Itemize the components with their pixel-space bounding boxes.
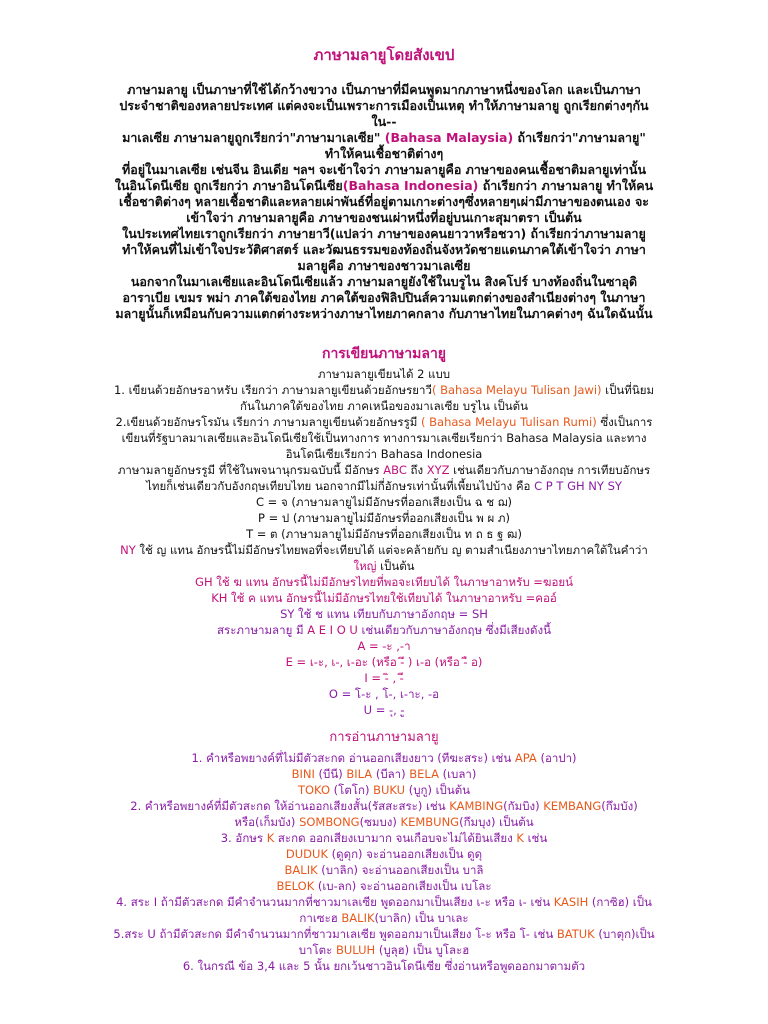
reading-paragraph [110, 958, 658, 974]
reading-section [110, 750, 658, 974]
reading-paragraph [110, 926, 658, 958]
writing-paragraph [110, 462, 658, 494]
writing-text-run: I = -ิ , -ี [364, 671, 404, 685]
intro-paragraph [110, 162, 658, 178]
writing-text-run: SY ใช้ ช แทน เทียบกับภาษาอังกฤษ = SH [280, 607, 488, 621]
reading-text-run: K [266, 831, 275, 845]
writing-text-run: C = จ (ภาษามลายูไม่มีอักษรที่ออกเสียงเป็น ฉ ช ฌ) [256, 495, 512, 509]
reading-text-run: (บูกู) เป็นต้น [405, 783, 471, 797]
writing-text-run: A = -ะ ,-า [357, 639, 411, 653]
reading-paragraph [110, 894, 658, 926]
reading-text-run: BINI [291, 767, 315, 781]
writing-text-run: A E I O U [307, 623, 358, 637]
writing-text-run: 1. เขียนด้วยอักษรอาหรับ เรียกว่า ภาษามลายูเขียนด้วยอักษรยาวี [113, 383, 432, 397]
reading-text-run: BELA [409, 767, 439, 781]
reading-text-run: (กาซิฮ) เป็น กาเซะฮ [299, 895, 652, 925]
intro-text-run: ที่อยู่ในมาเลเซีย เช่นจีน อินเดีย ฯลฯ จะเข้าใจว่า ภาษามลายูคือ ภาษาของคนเชื้อชาติมลายูเท่านั้น [121, 162, 647, 177]
reading-text-run: DUDUK [285, 847, 328, 861]
writing-paragraph [110, 654, 658, 670]
reading-text-run: (เบลา) [438, 767, 477, 781]
writing-text-run: ใหญ่ [353, 559, 377, 573]
writing-paragraph [110, 606, 658, 622]
intro-text-run: ถ้าเรียกว่า ภาษามลายู ทำให้คนเชื้อชาติต่างๆ หลายเชื้อชาติและหลายเผ่าพันธ์ที่อยู่ตามเกาะต่างๆซึ่งหลายๆเผ่ามีภาษาของตนเอง จะเข้าใจว่า ภาษามลายูคือ ภาษาของชนเผ่าหนึ่งที่อยู่บนเกาะสุมาตรา เป็นต้น [118, 178, 654, 225]
writing-text-run: เช่นเดียวกับภาษาอังกฤษ ซึ่งมีเสียงดังนี้ [357, 623, 551, 637]
reading-text-run: 3. อักษร [220, 831, 267, 845]
intro-text-run: ในอินโดนีเซีย ถูกเรียกว่า ภาษาอินโดนีเซีย [114, 178, 343, 193]
reading-text-run: TOKO [297, 783, 331, 797]
reading-text-run: (ซมบง) [359, 815, 401, 829]
writing-paragraph [110, 670, 658, 686]
intro-text-run: นอกจากในมาเลเซียและอินโดนีเซียแล้ว ภาษามลายูยังใช้ในบรูไน สิงคโปร์ บางท้องถิ่นในซาอุดิอาราเบีย เขมร พม่า ภาคใต้ของไทย ภาคใต้ของฟิลิปปินส์ความแตกต่างของสำเนียงต่างๆ ในภาษามลายูนั้นก็เหมือนกับความแตกต่างระหว่างภาษาไทยภาคกลาง กับภาษาไทยในภาคต่างๆ ฉันใดฉันนั้น [115, 274, 653, 321]
writing-paragraph [110, 622, 658, 638]
writing-text-run: O = โ-ะ , โ-, เ-าะ, -อ [328, 687, 440, 701]
reading-paragraph [110, 846, 658, 862]
reading-paragraph [110, 862, 658, 878]
writing-text-run: ( Bahasa Melayu Tulisan Rumi) [421, 415, 597, 429]
writing-heading: การเขียนภาษามลายู [321, 346, 447, 362]
writing-paragraph [110, 574, 658, 590]
reading-text-run: KEMBANG [543, 799, 602, 813]
writing-paragraph [110, 638, 658, 654]
reading-text-run: (โตโก) [330, 783, 374, 797]
reading-text-run: KASIH [553, 895, 589, 909]
writing-text-run: GH ใช้ ฆ แทน อักษรนี้ไม่มีอักษรไทยที่พอจะเทียบได้ ในภาษาอาหรับ =ฆอยน์ [195, 575, 573, 589]
intro-text-run: (Bahasa Indonesia) [342, 178, 479, 193]
writing-text-run: XYZ [426, 463, 450, 477]
reading-text-run: เช่น [523, 831, 548, 845]
writing-paragraph [110, 542, 658, 574]
intro-text-run: (Bahasa Malaysia) [384, 130, 514, 145]
reading-text-run: (บาตุก)เป็น บาโตะ [298, 927, 655, 957]
reading-text-run: (บีนี) [314, 767, 347, 781]
intro-text-run: ภาษามลายู เป็นภาษาที่ใช้ได้กว้างขวาง เป็นภาษาที่มีคนพูดมากภาษาหนึ่งของโลก และเป็นภาษาประจำชาติของหลายประเทศ แต่คงจะเป็นเพราะการเมืองเป็นเหตุ ทำให้ภาษามลายู ถูกเรียกต่างๆกันใน-- [119, 82, 649, 129]
reading-text-run: (กึมบัง) หรือ(เก็มบัง) [234, 799, 638, 829]
document-title: ภาษามลายูโดยสังเขป [313, 46, 455, 64]
reading-text-run: BATUK [556, 927, 595, 941]
writing-section [110, 366, 658, 718]
writing-text-run: NY [120, 543, 136, 557]
reading-text-run: SOMBONG [299, 815, 360, 829]
writing-paragraph [110, 590, 658, 606]
writing-text-run: เป็นต้น [376, 559, 415, 573]
reading-text-run: (บูลุฮ) เป็น บูโละฮ [375, 943, 470, 957]
reading-text-run: สะกด ออกเสียงเบามาก จนเกือบจะไม่ได้ยินเสียง [274, 831, 517, 845]
reading-text-run: (ดูดุก) จะอ่านออกเสียงเป็น ดูดุ [328, 847, 483, 861]
writing-paragraph [110, 510, 658, 526]
intro-paragraph [110, 274, 658, 322]
reading-paragraph [110, 750, 658, 766]
writing-text-run: U = -ุ, -ู [363, 703, 405, 717]
writing-text-run: 2.เขียนด้วยอักษรโรมัน เรียกว่า ภาษามลายูเขียนด้วยอักษรรูมี [115, 415, 422, 429]
writing-text-run: ภาษามลายูอักษรรูมี ที่ใช้ในพจนานุกรมฉบับนี้ มีอักษร [117, 463, 384, 477]
reading-paragraph [110, 878, 658, 894]
reading-text-run: BELOK [276, 879, 315, 893]
reading-paragraph [110, 830, 658, 846]
reading-text-run: (บีลา) [372, 767, 410, 781]
reading-text-run: 5.สระ U ถ้ามีตัวสะกด มีคำจำนวนมากที่ชาวมาเลเซีย พูดออกมาเป็นเสียง โ-ะ หรือ โ- เช่น [113, 927, 557, 941]
reading-text-run: 4. สระ I ถ้ามีตัวสะกด มีคำจำนวนมากที่ชาวมาเลเซีย พูดออกมาเป็นเสียง เ-ะ หรือ เ- เช่น [116, 895, 554, 909]
reading-text-run: (บาลิก) เป็น บาเละ [374, 911, 469, 925]
reading-text-run: (กัมบิง) [503, 799, 544, 813]
writing-paragraph [110, 526, 658, 542]
intro-section [110, 82, 658, 322]
intro-paragraph [110, 82, 658, 130]
reading-text-run: BILA [346, 767, 373, 781]
reading-text-run: BUKU [373, 783, 406, 797]
writing-paragraph [110, 494, 658, 510]
writing-text-run: P = ป (ภาษามลายูไม่มีอักษรที่ออกเสียงเป็น พ ผ ภ) [258, 511, 510, 525]
reading-text-run: (อาปา) [536, 751, 577, 765]
writing-text-run: ภาษามลายูเขียนได้ 2 แบบ [317, 367, 451, 381]
reading-heading: การอ่านภาษามลายู [329, 730, 439, 745]
intro-text-run: ในประเทศไทยเราถูกเรียกว่า ภาษายาวี(แปลว่า ภาษาของคนยาวาหรือชวา) ถ้าเรียกว่าภาษามลายู ทำให้คนที่ไม่เข้าใจประวัติศาสตร์ และวัฒนธรรมของท้องถิ่นจังหวัดชายแดนภาคใต้เข้าใจว่า ภาษามลายูคือ ภาษาของชาวมาเลเซีย [122, 226, 646, 273]
writing-text-run: ถึง [406, 463, 427, 477]
writing-text-run: E = เ-ะ, เ-, เ-อะ (หรือ -ึ ) เ-อ (หรือ -ื อ) [285, 655, 483, 669]
reading-paragraph [110, 782, 658, 798]
writing-text-run: ใช้ ญ แทน อักษรนี้ไม่มีอักษรไทยพอที่จะเทียบได้ แต่จะคล้ายกับ ญ ตามสำเนียงภาษาไทยภาคใต้ในคำว่า [135, 543, 648, 557]
intro-paragraph [110, 130, 658, 162]
reading-text-run: (บาลิก) จะอ่านออกเสียงเป็น บาลิ [317, 863, 484, 877]
writing-text-run: ABC [383, 463, 407, 477]
writing-text-run: เช่นเดียวกับภาษาอังกฤษ การเทียบอักษรไทยก็เช่นเดียวกับอังกฤษเทียบไทย นอกจากมีไม่กี่อักษรเท่านั้นที่เพี้ยนไปบ้าง คือ [146, 463, 651, 493]
writing-paragraph [110, 686, 658, 702]
reading-text-run: KEMBUNG [400, 815, 460, 829]
reading-text-run: 2. คำหรือพยางค์ที่มีตัวสะกด ให้อ่านออกเสียงสั้น(รัสสะสระ) เช่น [130, 799, 450, 813]
writing-text-run: เป็นที่นิยมกันในภาคใต้ของไทย ภาคเหนือของมาเลเซีย บรูไน เป็นต้น [240, 383, 655, 413]
reading-text-run: 1. คำหรือพยางค์ที่ไม่มีตัวสะกด อ่านออกเสียงยาว (ทีฆะสระ) เช่น [191, 751, 515, 765]
writing-text-run: KH ใช้ ค แทน อักษรนี้ไม่มีอักษรไทยใช้เทียบได้ ในภาษาอาหรับ =คออ์ [211, 591, 557, 605]
reading-paragraph [110, 798, 658, 830]
reading-text-run: (เบ-ลก) จะอ่านออกเสียงเป็น เบโละ [314, 879, 492, 893]
writing-paragraph [110, 414, 658, 462]
reading-text-run: KAMBING [449, 799, 504, 813]
reading-text-run: (กึมบุง) เป็นต้น [459, 815, 534, 829]
writing-text-run: ( Bahasa Melayu Tulisan Jawi) [431, 383, 602, 397]
writing-text-run: ซึ่งเป็นการเขียนที่รัฐบาลมาเลเซียและอินโดนีเซียใช้เป็นทางการ ทางการมาเลเซียเรียกว่า Bahasa Malaysia และทางอินโดนีเซียเรียกว่า Bahasa Indonesia [121, 415, 653, 461]
reading-text-run: APA [514, 751, 537, 765]
intro-text-run: มาเลเซีย ภาษามลายูถูกเรียกว่า"ภาษามาเลเซีย" [122, 130, 385, 145]
intro-text-run: ถ้าเรียกว่า"ภาษามลายู" ทำให้คนเชื้อชาติต่างๆ [324, 130, 646, 161]
intro-paragraph [110, 178, 658, 226]
reading-text-run: BALIK [341, 911, 375, 925]
writing-paragraph [110, 702, 658, 718]
reading-text-run: 6. ในกรณี ข้อ 3,4 และ 5 นั้น ยกเว้นชาวอินโดนีเซีย ซึ่งอ่านหรือพูดออกมาตามตัว [182, 959, 586, 973]
reading-paragraph [110, 766, 658, 782]
writing-text-run: T = ต (ภาษามลายูไม่มีอักษรที่ออกเสียงเป็น ท ถ ธ ฐ ฒ) [246, 527, 522, 541]
reading-text-run: K [516, 831, 524, 845]
reading-text-run: BULUH [335, 943, 376, 957]
intro-paragraph [110, 226, 658, 274]
writing-paragraph [110, 366, 658, 382]
reading-text-run: BALIK [284, 863, 318, 877]
writing-text-run: สระภาษามลายู มี [217, 623, 308, 637]
writing-text-run: C P T GH NY SY [534, 479, 622, 493]
writing-paragraph [110, 382, 658, 414]
